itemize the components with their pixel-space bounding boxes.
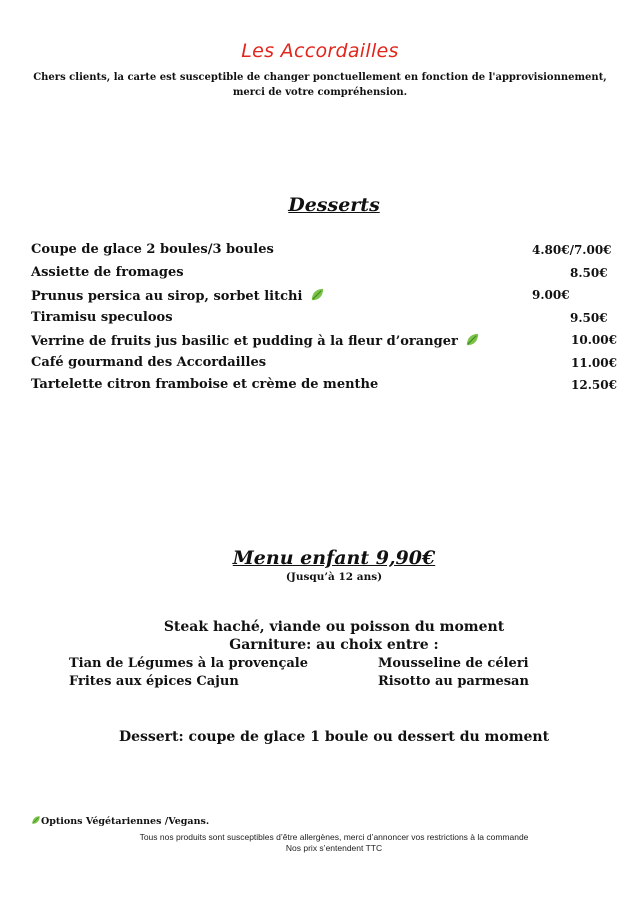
price-notice: Nos prix s’entendent TTC xyxy=(285,843,383,853)
garniture-option: Risotto au parmesan xyxy=(378,674,529,689)
garniture-option: Tian de Légumes à la provençale xyxy=(69,656,308,671)
dessert-item-name: Verrine de fruits jus basilic et pudding à la fleur d’oranger xyxy=(31,334,458,349)
vegetarian-leaf-icon xyxy=(465,332,480,347)
dessert-item-name: Assiette de fromages xyxy=(31,265,184,280)
allergen-notice: Tous nos produits sont susceptibles d’être allergènes, merci d’annoncer vos restrictions à la commande xyxy=(139,832,529,842)
dessert-item-price: 4.80€/7.00€ xyxy=(532,243,612,257)
kids-menu-dessert: Dessert: coupe de glace 1 boule ou dessert du moment xyxy=(118,729,550,745)
dessert-item-name: Café gourmand des Accordailles xyxy=(31,355,267,370)
dessert-item-veg-row xyxy=(31,287,325,304)
vegetarian-leaf-icon xyxy=(310,287,325,302)
vegetarian-leaf-icon xyxy=(31,815,41,825)
kids-menu-garniture-label: Garniture: au choix entre : xyxy=(229,637,439,653)
notice-line-1: Chers clients, la carte est susceptible de changer ponctuellement en fonction de l'approvisionnement, xyxy=(33,72,607,83)
restaurant-name: Les Accordailles xyxy=(241,40,399,62)
kids-menu-main: Steak haché, viande ou poisson du moment xyxy=(163,619,505,635)
dessert-item-price: 12.50€ xyxy=(571,378,617,392)
kids-menu-age-limit: (Jusqu’à 12 ans) xyxy=(285,571,383,583)
dessert-item-price: 9.00€ xyxy=(532,288,570,302)
dessert-item-name: Prunus persica au sirop, sorbet litchi xyxy=(31,289,303,304)
dessert-item-price: 10.00€ xyxy=(571,333,617,347)
availability-notice xyxy=(30,70,610,100)
vegetarian-legend xyxy=(31,815,209,827)
dessert-item-name: Tiramisu speculoos xyxy=(31,310,173,325)
desserts-title: Desserts xyxy=(288,194,380,216)
garniture-option: Frites aux épices Cajun xyxy=(69,674,239,689)
dessert-item-veg-row xyxy=(31,332,480,349)
dessert-item-price: 9.50€ xyxy=(570,311,608,325)
dessert-item-name: Coupe de glace 2 boules/3 boules xyxy=(31,242,274,257)
notice-line-2: merci de votre compréhension. xyxy=(232,87,408,98)
dessert-item-name: Tartelette citron framboise et crème de menthe xyxy=(31,377,379,392)
kids-menu-title: Menu enfant 9,90€ xyxy=(232,547,436,569)
vegetarian-legend-text: Options Végétariennes /Vegans. xyxy=(41,816,210,827)
dessert-item-price: 8.50€ xyxy=(570,266,608,280)
garniture-option: Mousseline de céleri xyxy=(378,656,529,671)
dessert-item-price: 11.00€ xyxy=(571,356,617,370)
